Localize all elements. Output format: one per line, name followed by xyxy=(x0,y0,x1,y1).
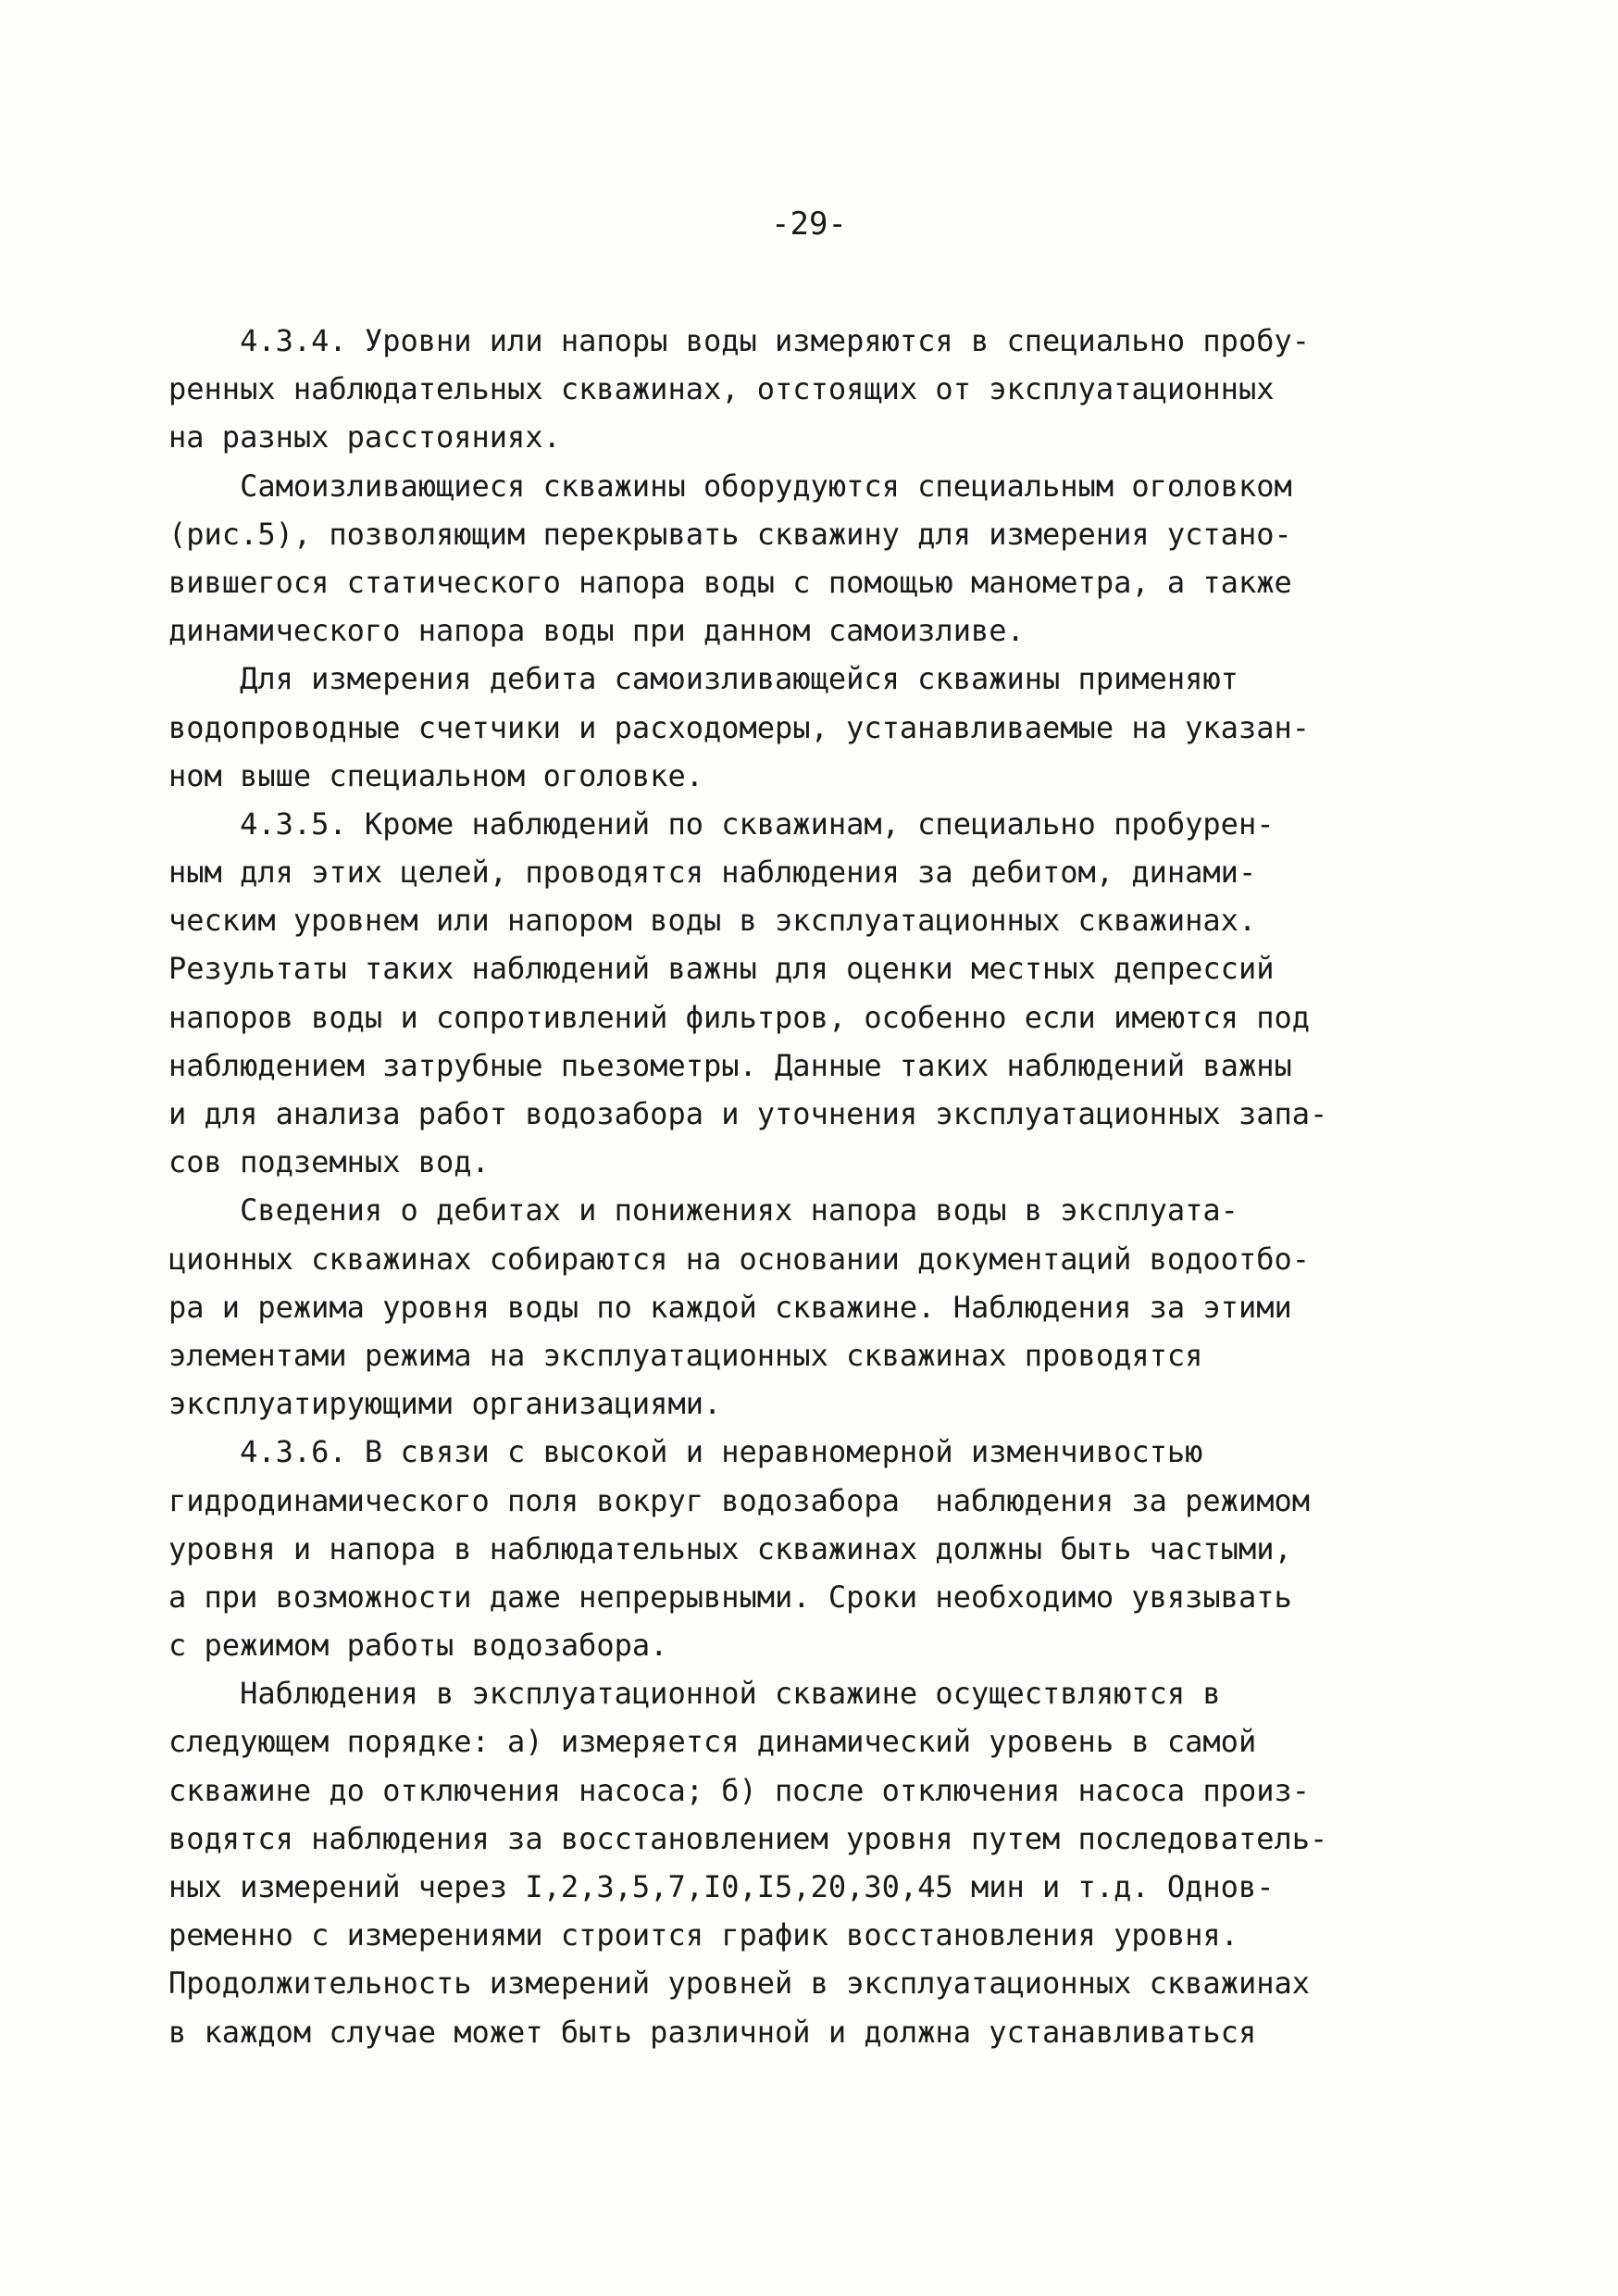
text-line: ременно с измерениями строится график восстановления уровня. xyxy=(168,1917,1238,1953)
text-line: вившегося статического напора воды с помощью манометра, а также xyxy=(168,564,1292,600)
text-line: водятся наблюдения за восстановлением уровня путем последователь- xyxy=(168,1820,1328,1856)
text-line: гидродинамического поля вокруг водозабора наблюдения за режимом xyxy=(168,1482,1310,1518)
text-line: Наблюдения в эксплуатационной скважине осуществляются в xyxy=(168,1676,1221,1712)
text-line: ных измерений через I,2,3,5,7,I0,I5,20,30,45 мин и т.д. Однов- xyxy=(168,1869,1275,1904)
text-line: в каждом случае может быть различной и должна устанавливаться xyxy=(168,2014,1257,2050)
page-number: -29- xyxy=(771,206,847,243)
text-line: напоров воды и сопротивлений фильтров, особенно если имеются под xyxy=(168,999,1310,1035)
text-line: элементами режима на эксплуатационных скважинах проводятся xyxy=(168,1337,1203,1373)
text-line: уровня и напора в наблюдательных скважинах должны быть частыми, xyxy=(168,1530,1292,1566)
text-line: динамического напора воды при данном самоизливе. xyxy=(168,613,1025,649)
text-line: и для анализа работ водозабора и уточнения эксплуатационных запа- xyxy=(168,1096,1328,1131)
text-line: скважине до отключения насоса; б) после отключения насоса произ- xyxy=(168,1772,1310,1808)
text-line: ном выше специальном оголовке. xyxy=(168,757,703,793)
text-line: ческим уровнем или напором воды в эксплуатационных скважинах. xyxy=(168,903,1257,939)
text-line: ренных наблюдательных скважинах, отстоящих от эксплуатационных xyxy=(168,371,1275,407)
text-line: эксплуатирующими организациями. xyxy=(168,1386,722,1422)
body-text xyxy=(168,317,1464,2056)
text-line: следующем порядке: а) измеряется динамический уровень в самой xyxy=(168,1724,1257,1760)
text-line: ра и режима уровня воды по каждой скважине. Наблюдения за этими xyxy=(168,1289,1292,1325)
text-line: Самоизливающиеся скважины оборудуются специальным оголовком xyxy=(168,468,1292,504)
text-line: 4.3.4. Уровни или напоры воды измеряются в специально пробу- xyxy=(168,323,1310,358)
text-line: водопроводные счетчики и расходомеры, устанавливаемые на указан- xyxy=(168,709,1310,745)
text-line: 4.3.5. Кроме наблюдений по скважинам, специально пробурен- xyxy=(168,805,1275,842)
text-line: Результаты таких наблюдений важны для оценки местных депрессий xyxy=(168,951,1275,987)
text-line: на разных расстояниях. xyxy=(168,419,561,455)
text-line: (рис.5), позволяющим перекрывать скважину для измерения устано- xyxy=(168,516,1292,552)
text-line: Продолжительность измерений уровней в эксплуатационных скважинах xyxy=(168,1965,1310,2002)
text-line: наблюдением затрубные пьезометры. Данные таких наблюдений важны xyxy=(168,1047,1292,1083)
text-line: ным для этих целей, проводятся наблюдения за дебитом, динами- xyxy=(168,855,1257,891)
text-line: Для измерения дебита самоизливающейся скважины применяют xyxy=(168,661,1238,697)
text-line: 4.3.6. В связи с высокой и неравномерной изменчивостью xyxy=(168,1434,1203,1470)
text-line: ционных скважинах собираются на основании документаций водоотбо- xyxy=(168,1241,1310,1277)
text-line: с режимом работы водозабора. xyxy=(168,1628,668,1664)
text-line: а при возможности даже непрерывными. Сроки необходимо увязывать xyxy=(168,1578,1292,1615)
text-line: Сведения о дебитах и понижениях напора воды в эксплуата- xyxy=(168,1192,1238,1229)
text-line: сов подземных вод. xyxy=(168,1144,490,1180)
